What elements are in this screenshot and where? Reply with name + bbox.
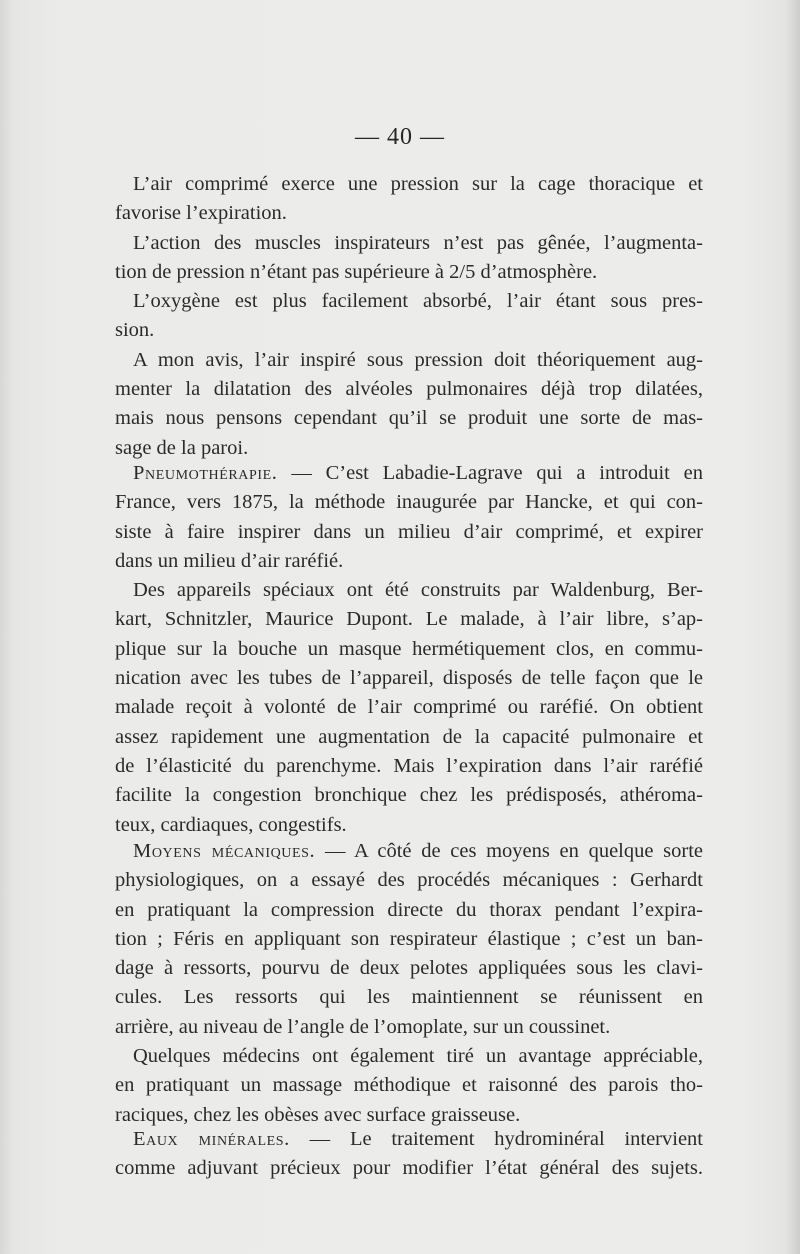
text-line [115, 837, 703, 866]
text-line: dage à ressorts, pourvu de deux pelotes appliquées sous les clavi- [115, 957, 703, 980]
text-line: cules. Les ressorts qui les maintiennent se réunissent en [115, 986, 703, 1009]
text-line [115, 1125, 703, 1154]
text-line: sage de la paroi. [115, 436, 249, 459]
section-heading-pneumotherapie: Pneumothérapie. [133, 462, 278, 484]
text-line: en pratiquant un massage méthodique et raisonné des parois tho- [115, 1074, 703, 1097]
section-heading-eaux-minerales: Eaux minérales. [133, 1128, 290, 1150]
text-line: assez rapidement une augmentation de la capacité pulmonaire et [115, 725, 703, 748]
text-line: France, vers 1875, la méthode inaugurée par Hancke, et qui con- [115, 491, 703, 514]
text-line: tion ; Féris en appliquant son respirateur élastique ; c’est un ban- [115, 927, 703, 950]
text-line: tion de pression n’étant pas supérieure à 2/5 d’atmosphère. [115, 260, 598, 283]
section-eaux-minerales [115, 1125, 703, 1184]
text-line: dans un milieu d’air raréfié. [115, 549, 344, 572]
section-heading-moyens-mecaniques: Moyens mécaniques. [133, 840, 316, 862]
text-line: raciques, chez les obèses avec surface graisseuse. [115, 1103, 521, 1126]
text-line: arrière, au niveau de l’angle de l’omoplate, sur un coussinet. [115, 1015, 611, 1038]
text-line: facilite la congestion bronchique chez les prédisposés, athéroma- [115, 784, 703, 807]
text-line: en pratiquant la compression directe du thorax pendant l’expira- [115, 898, 703, 921]
text-line: siste à faire inspirer dans un milieu d’air comprimé, et expirer [115, 520, 703, 543]
section-intro [115, 170, 703, 463]
text-line [115, 459, 703, 488]
text-line: physiologiques, on a essayé des procédés mécaniques : Gerhardt [115, 869, 703, 892]
section-pneumotherapie [115, 459, 703, 840]
text-line: favorise l’expiration. [115, 202, 287, 225]
text-line: nication avec les tubes de l’appareil, disposés de telle façon que le [115, 667, 703, 690]
text-line: de l’élasticité du parenchyme. Mais l’expiration dans l’air raréfié [115, 754, 703, 777]
heading-continuation: — C’est Labadie-Lagrave qui a introduit en [291, 462, 703, 484]
text-line: teux, cardiaques, congestifs. [115, 813, 347, 836]
text-line: L’oxygène est plus facilement absorbé, l’air étant sous pres- [133, 290, 703, 313]
text-line: comme adjuvant précieux pour modifier l’état général des sujets. [115, 1157, 703, 1180]
text-line: Quelques médecins ont également tiré un avantage appréciable, [133, 1045, 703, 1068]
text-line: malade reçoit à volonté de l’air comprimé ou raréfié. On obtient [115, 696, 703, 719]
text-line: L’action des muscles inspirateurs n’est pas gênée, l’augmenta- [133, 231, 703, 254]
heading-continuation: — A côté de ces moyens en quelque sorte [324, 840, 703, 862]
text-line: A mon avis, l’air inspiré sous pression doit théoriquement aug- [133, 348, 703, 371]
text-line: sion. [115, 319, 155, 342]
text-line: Des appareils spéciaux ont été construits par Waldenburg, Ber- [133, 579, 703, 602]
text-line: L’air comprimé exerce une pression sur la cage thoracique et [133, 173, 703, 195]
section-moyens-mecaniques [115, 837, 703, 1130]
text-line: mais nous pensons cependant qu’il se produit une sorte de mas- [115, 407, 703, 430]
heading-continuation: — Le traitement hydrominéral intervient [309, 1128, 703, 1150]
text-line: plique sur la bouche un masque hermétiquement clos, en commu- [115, 637, 703, 660]
text-line: kart, Schnitzler, Maurice Dupont. Le malade, à l’air libre, s’ap- [115, 608, 703, 631]
page-number: — 40 — [355, 124, 445, 150]
text-line: menter la dilatation des alvéoles pulmonaires déjà trop dilatées, [115, 378, 703, 401]
